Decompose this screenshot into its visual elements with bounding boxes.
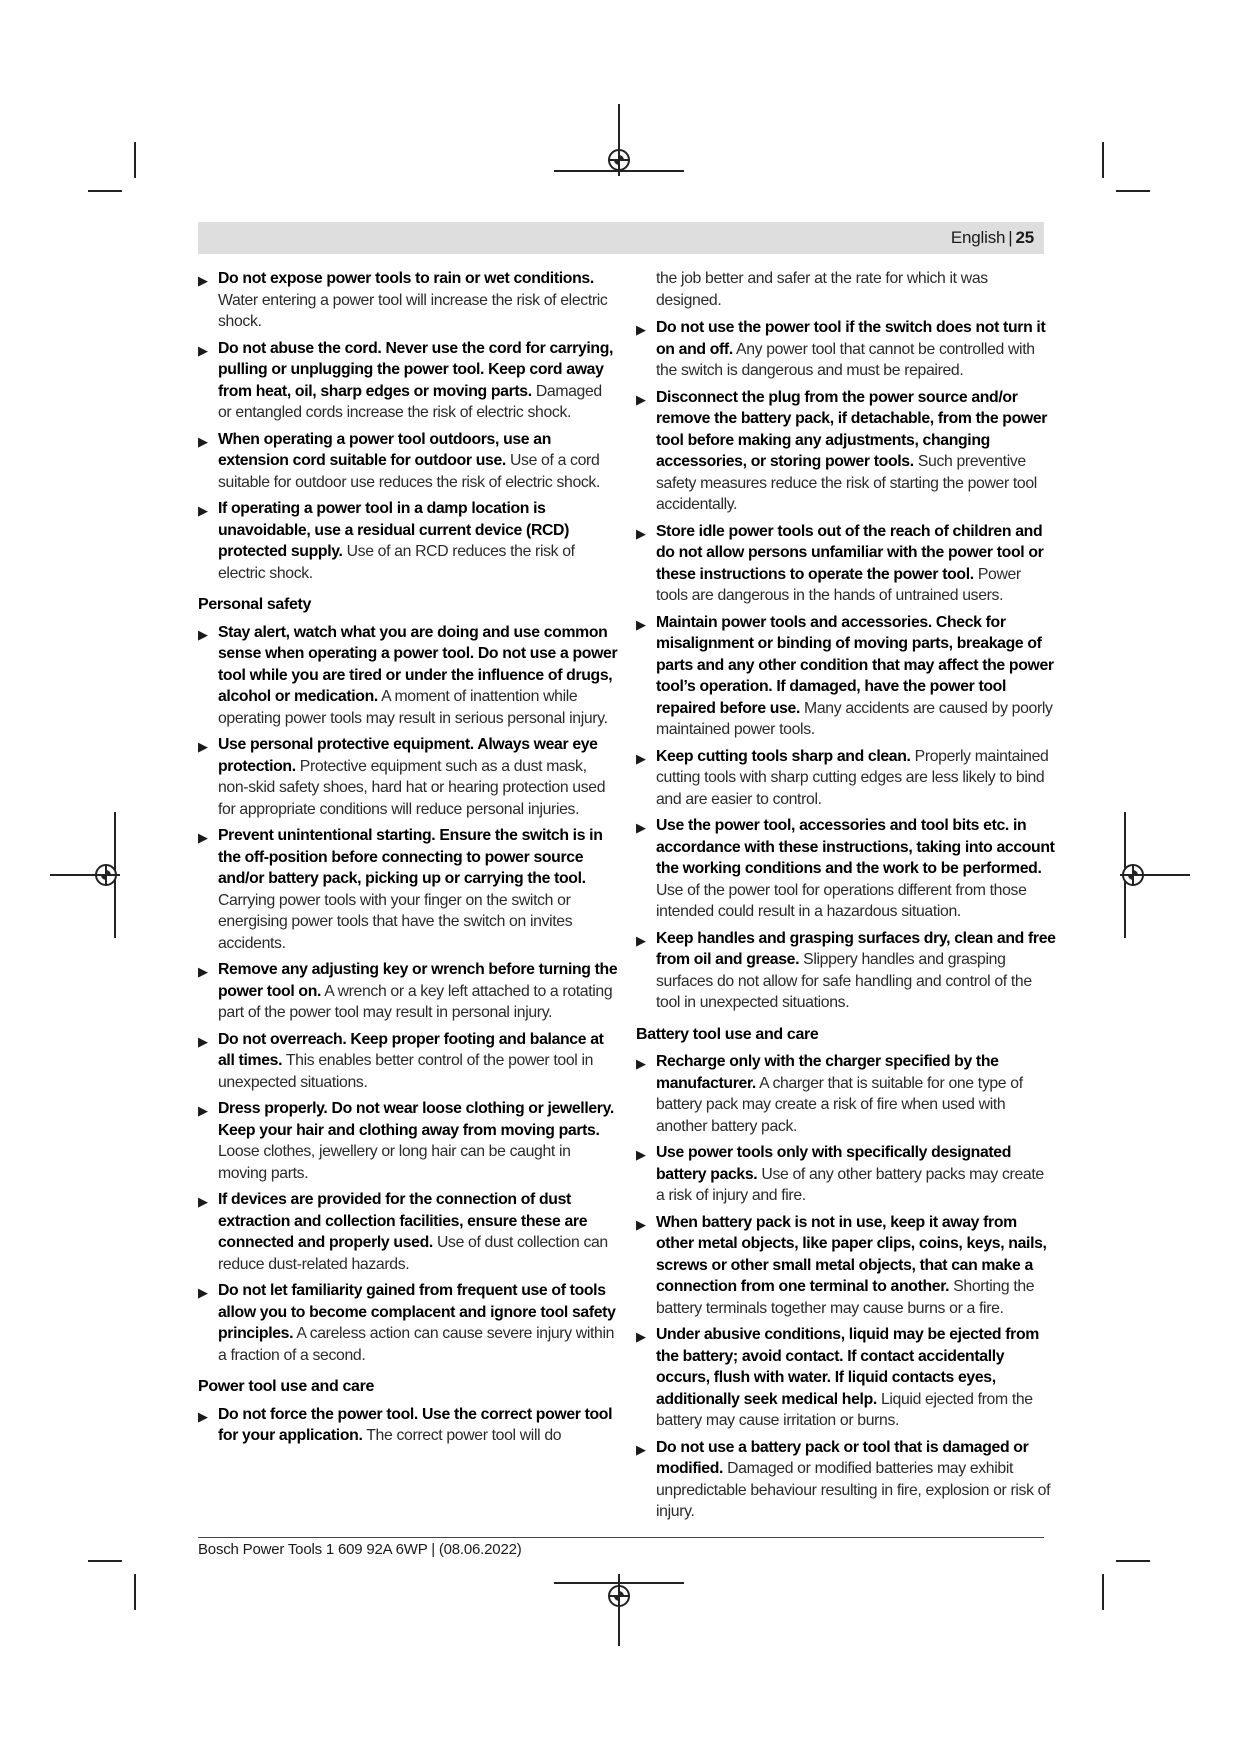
safety-item-explanation: Liquid ejected from the battery may cause irritation or burns. [656, 1390, 1033, 1429]
safety-item-instruction: Do not expose power tools to rain or wet conditions. [218, 270, 594, 287]
safety-item [636, 1212, 1056, 1320]
safety-item [636, 928, 1056, 1014]
registration-target-icon [608, 1585, 630, 1607]
safety-item-instruction: Use the power tool, accessories and tool bits etc. in accordance with these instructions, taking into account the working conditions and the work to be performed. [656, 817, 1055, 877]
crop-mark-top-left-v [134, 142, 136, 178]
safety-item [198, 959, 618, 1024]
header-separator: | [1008, 228, 1013, 247]
safety-item-instruction: Do not use the power tool if the switch does not turn it on and off. [656, 319, 1046, 358]
bullet-triangle-icon: ▶ [198, 433, 208, 449]
bullet-triangle-icon: ▶ [636, 932, 646, 948]
safety-item-explanation: A moment of inattention while operating power tools may result in serious personal injury. [218, 688, 608, 727]
safety-item [636, 387, 1056, 516]
safety-item [636, 612, 1056, 741]
safety-item-explanation: Many accidents are caused by poorly maintained power tools. [656, 699, 1053, 738]
safety-item-explanation: Use of the power tool for operations different from those intended could result in a hazardous situation. [656, 881, 1027, 920]
registration-line-bottom-h [554, 1582, 684, 1584]
safety-item-instruction: Do not abuse the cord. Never use the cord for carrying, pulling or unplugging the power tool. Keep cord away from heat, oil, sharp edges or moving parts. [218, 339, 614, 400]
safety-item-instruction: Remove any adjusting key or wrench before turning the power tool on. [218, 961, 618, 1000]
bullet-triangle-icon: ▶ [198, 1285, 208, 1300]
bullet-triangle-icon: ▶ [198, 1194, 208, 1209]
bullet-triangle-icon: ▶ [198, 273, 208, 288]
safety-item [636, 815, 1056, 923]
safety-item-explanation: This enables better control of the power tool in unexpected situations. [218, 1052, 594, 1091]
safety-item-explanation: Water entering a power tool will increase the risk of electric shock. [218, 291, 608, 330]
safety-item-explanation: Any power tool that cannot be controlled with the switch is dangerous and must be repaired. [656, 340, 1035, 379]
safety-item-instruction: Dress properly. Do not wear loose clothing or jewellery. Keep your hair and clothing away from moving parts. [218, 1100, 614, 1139]
safety-item-explanation: Use of an RCD reduces the risk of electric shock. [218, 543, 575, 582]
heading-personal-safety: Personal safety [198, 596, 312, 613]
right-column [636, 268, 1056, 1528]
crop-mark-bottom-left-v [134, 1574, 136, 1610]
continued-text: the job better and safer at the rate for which it was designed. [656, 270, 988, 309]
registration-target-icon [608, 149, 630, 171]
safety-item [198, 429, 618, 494]
safety-item [198, 825, 618, 954]
safety-item [198, 498, 618, 584]
safety-item-instruction: Prevent unintentional starting. Ensure the switch is in the off-position before connecting to power source and/or battery pack, picking up or carrying the tool. [218, 827, 603, 887]
safety-item-instruction: When operating a power tool outdoors, use an extension cord suitable for outdoor use. [218, 430, 552, 469]
crop-mark-top-right-v [1102, 142, 1104, 178]
crop-mark-bottom-right-v [1102, 1574, 1104, 1610]
safety-item-instruction: Use personal protective equipment. Always wear eye protection. [218, 736, 598, 775]
registration-target-icon [1122, 864, 1144, 886]
bullet-triangle-icon: ▶ [198, 964, 208, 979]
safety-item-instruction: Under abusive conditions, liquid may be ejected from the battery; avoid contact. If contact accidentally occurs, flush with water. If liquid contacts eyes, additionally seek medical help. [656, 1326, 1039, 1408]
crop-mark-top-left-h [88, 190, 122, 192]
left-list-power [198, 1404, 618, 1447]
safety-item [198, 1098, 618, 1184]
bullet-triangle-icon: ▶ [636, 750, 646, 766]
safety-item-instruction: If devices are provided for the connection of dust extraction and collection facilities, ensure these are connected and properly used. [218, 1191, 588, 1251]
crop-mark-bottom-right-h [1116, 1560, 1150, 1562]
bullet-triangle-icon: ▶ [636, 1216, 646, 1232]
heading-power-tool-use: Power tool use and care [198, 1378, 375, 1395]
safety-item [636, 1142, 1056, 1207]
safety-item-explanation: The correct power tool will do [362, 1427, 562, 1444]
safety-item [198, 268, 618, 333]
safety-item [636, 1437, 1056, 1523]
safety-item [198, 734, 618, 820]
safety-item-explanation: A charger that is suitable for one type of battery pack may create a risk of fire when used with another battery pack. [656, 1074, 1023, 1135]
heading-battery-tool-use: Battery tool use and care [636, 1025, 819, 1043]
left-column [198, 268, 618, 1452]
safety-item-explanation: Properly maintained cutting tools with sharp cutting edges are less likely to bind and are easier to control. [656, 747, 1049, 808]
safety-item [636, 746, 1056, 811]
safety-item [636, 317, 1056, 382]
left-list-electrical [198, 268, 618, 584]
bullet-triangle-icon: ▶ [636, 616, 646, 632]
safety-item [198, 338, 618, 424]
right-list-power [636, 317, 1056, 1014]
safety-item-instruction: Keep cutting tools sharp and clean. [656, 747, 911, 765]
safety-item [198, 1280, 618, 1366]
safety-item-explanation: Such preventive safety measures reduce the risk of starting the power tool accidentally. [656, 453, 1037, 513]
bullet-triangle-icon: ▶ [636, 322, 646, 337]
safety-item-instruction: When battery pack is not in use, keep it away from other metal objects, like paper clips, coins, keys, nails, screws or other small metal objects, that can make a connection from one terminal to another. [656, 1213, 1047, 1295]
safety-item-instruction: If operating a power tool in a damp location is unavoidable, use a residual current device (RCD) protected supply. [218, 500, 570, 560]
bullet-triangle-icon: ▶ [636, 525, 646, 541]
safety-item-explanation: A careless action can cause severe injury within a fraction of a second. [218, 1325, 615, 1364]
safety-item [198, 1189, 618, 1275]
footer-text: Bosch Power Tools 1 609 92A 6WP | (08.06.2022) [198, 1541, 522, 1558]
safety-item-instruction: Store idle power tools out of the reach of children and do not allow persons unfamiliar with the power tool or these instructions to operate the power tool. [656, 522, 1044, 583]
safety-item-explanation: Slippery handles and grasping surfaces do not allow for safe handling and control of the tool in unexpected situations. [656, 951, 1032, 1011]
safety-item-instruction: Use power tools only with specifically designated battery packs. [656, 1144, 1012, 1183]
safety-item [198, 622, 618, 730]
crop-mark-top-right-h [1116, 190, 1150, 192]
safety-item-explanation: Protective equipment such as a dust mask, non-skid safety shoes, hard hat or hearing protection used for appropriate conditions will reduce personal injuries. [218, 757, 606, 818]
page-header [198, 222, 1044, 254]
bullet-triangle-icon: ▶ [198, 503, 208, 518]
safety-item-explanation: Loose clothes, jewellery or long hair can be caught in moving parts. [218, 1143, 571, 1182]
left-list-personal [198, 622, 618, 1367]
bullet-triangle-icon: ▶ [198, 739, 208, 754]
footer-rule [198, 1537, 1044, 1538]
right-list-battery [636, 1051, 1056, 1523]
header-label [951, 228, 1034, 248]
bullet-triangle-icon: ▶ [198, 1033, 208, 1049]
bullet-triangle-icon: ▶ [198, 830, 208, 845]
bullet-triangle-icon: ▶ [636, 820, 646, 835]
safety-item-instruction: Do not use a battery pack or tool that is damaged or modified. [656, 1438, 1029, 1477]
bullet-triangle-icon: ▶ [198, 1408, 208, 1424]
safety-item-explanation: Carrying power tools with your finger on the switch or energising power tools that have the switch on invites accidents. [218, 891, 573, 952]
safety-item-instruction: Do not force the power tool. Use the correct power tool for your application. [218, 1405, 613, 1444]
safety-item [636, 1324, 1056, 1432]
safety-item-instruction: Stay alert, watch what you are doing and use common sense when operating a power tool. Do not use a power tool while you are tired or under the influence of drugs, alcohol or medication. [218, 623, 618, 705]
safety-item-explanation: A wrench or a key left attached to a rotating part of the power tool may result in personal injury. [218, 982, 613, 1021]
bullet-triangle-icon: ▶ [636, 1441, 646, 1457]
bullet-triangle-icon: ▶ [636, 1056, 646, 1071]
safety-item-instruction: Disconnect the plug from the power source and/or remove the battery pack, if detachable, from the power tool before making any adjustments, changing accessories, or storing power tools. [656, 388, 1048, 470]
page-number: 25 [1015, 228, 1034, 247]
safety-item-explanation: Use of a cord suitable for outdoor use reduces the risk of electric shock. [218, 452, 601, 491]
safety-item-explanation: Use of dust collection can reduce dust-related hazards. [218, 1234, 608, 1273]
safety-item [636, 521, 1056, 607]
safety-item-explanation: Damaged or entangled cords increase the risk of electric shock. [218, 382, 602, 421]
crop-mark-bottom-left-h [88, 1560, 122, 1562]
registration-target-icon [95, 864, 117, 886]
safety-item-instruction: Keep handles and grasping surfaces dry, clean and free from oil and grease. [656, 929, 1056, 968]
bullet-triangle-icon: ▶ [198, 1103, 208, 1118]
safety-item [198, 1404, 618, 1447]
safety-item-instruction: Do not let familiarity gained from frequent use of tools allow you to become complacent and ignore tool safety principles. [218, 1282, 616, 1342]
bullet-triangle-icon: ▶ [636, 1329, 646, 1344]
safety-item-instruction: Do not overreach. Keep proper footing and balance at all times. [218, 1030, 604, 1069]
bullet-triangle-icon: ▶ [636, 1147, 646, 1162]
safety-item-explanation: Damaged or modified batteries may exhibit unpredictable behaviour resulting in fire, explosion or risk of injury. [656, 1460, 1051, 1520]
safety-item [198, 1029, 618, 1094]
bullet-triangle-icon: ▶ [636, 391, 646, 407]
bullet-triangle-icon: ▶ [198, 626, 208, 642]
safety-item-instruction: Maintain power tools and accessories. Check for misalignment or binding of moving parts, breakage of parts and any other condition that may affect the power tool’s operation. If damaged, have the power tool repaired before use. [656, 613, 1054, 717]
bullet-triangle-icon: ▶ [198, 342, 208, 358]
safety-item [636, 1051, 1056, 1137]
safety-item-explanation: Power tools are dangerous in the hands of untrained users. [656, 565, 1021, 604]
safety-item-explanation: Use of any other battery packs may create a risk of injury and fire. [656, 1165, 1044, 1204]
safety-item-explanation: Shorting the battery terminals together may cause burns or a fire. [656, 1278, 1035, 1317]
header-language: English [950, 228, 1006, 247]
safety-item-instruction: Recharge only with the charger specified by the manufacturer. [656, 1053, 999, 1092]
